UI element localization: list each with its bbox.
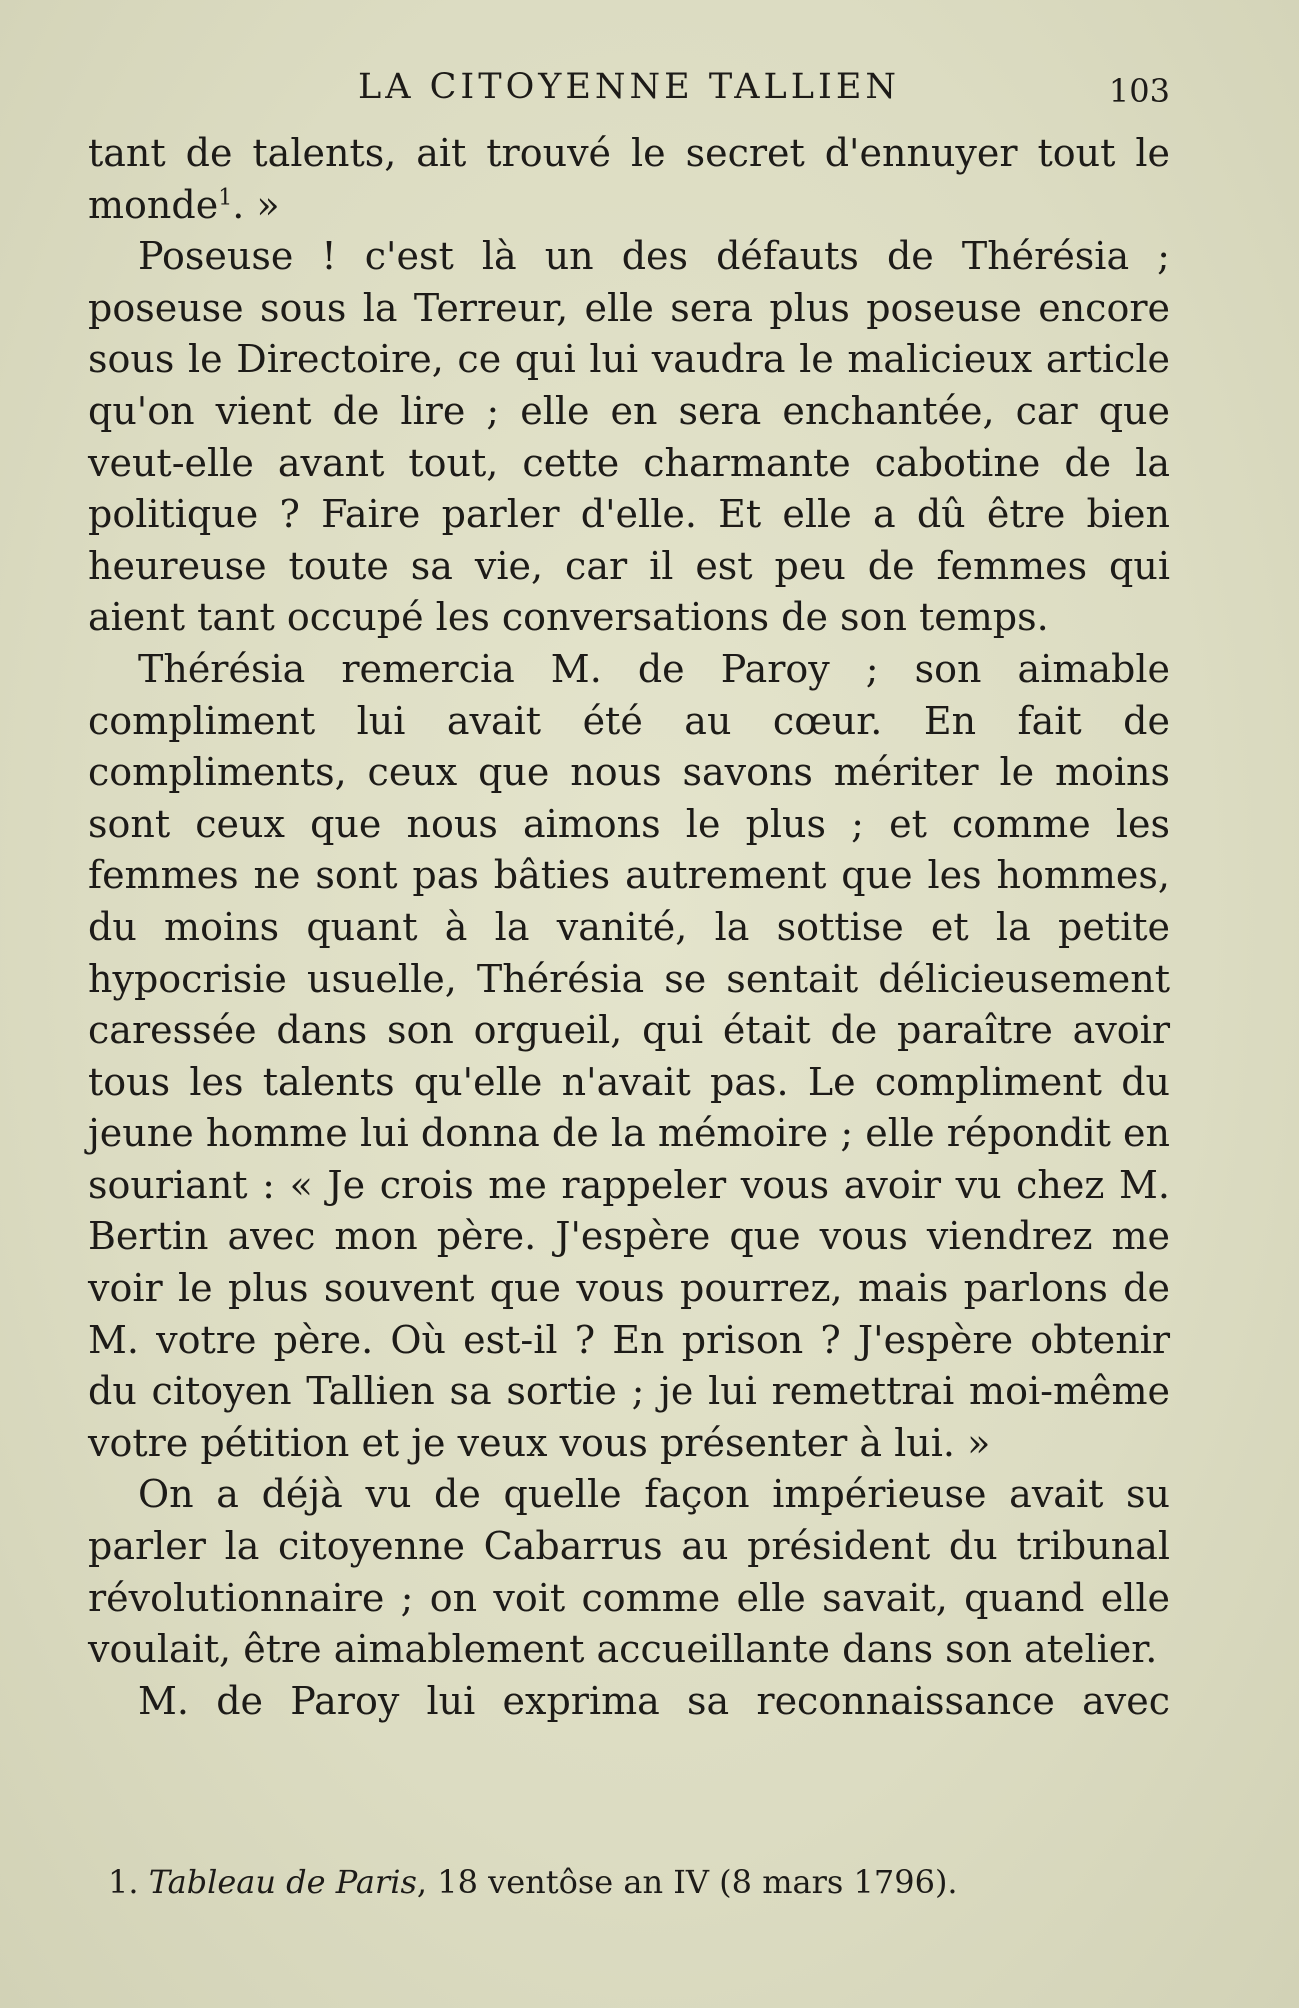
footnote-number: 1. <box>108 1863 139 1901</box>
body-text <box>88 128 1170 1727</box>
paragraph-text: tant de talents, ait trouvé le secret d'ennuyer tout le monde <box>88 131 1170 227</box>
running-title: LA CITOYENNE TALLIEN <box>357 67 901 107</box>
paragraph: Poseuse ! c'est là un des défauts de Thérésia ; poseuse sous la Terreur, elle sera plus poseuse encore sous le Directoire, ce qui lui vaudra le malicieux article qu'on vient de lire ; elle en sera enchantée, car que veut-elle avant tout, cette charmante cabotine de la politique ? Faire parler d'elle. Et elle a dû être bien heureuse toute sa vie, car il est peu de femmes qui aient tant occupé les conversations de son temps. <box>88 234 1170 640</box>
paragraph-continuation <box>88 128 1170 231</box>
footnote-title: Tableau de Paris <box>148 1863 417 1901</box>
footnote <box>108 1860 1148 1904</box>
closing-quote: . » <box>232 182 280 227</box>
paragraph: On a déjà vu de quelle façon impérieuse avait su parler la citoyenne Cabarrus au président du tribunal révolutionnaire ; on voit comme elle savait, quand elle voulait, être aimablement accueillante dans son atelier. <box>88 1472 1170 1672</box>
page-header <box>88 62 1170 112</box>
footnote-text: , 18 ventôse an IV (8 mars 1796). <box>416 1863 958 1901</box>
paragraph: M. de Paroy lui exprima sa reconnaissance avec <box>138 1678 1170 1723</box>
page-number: 103 <box>1108 72 1170 110</box>
footnote-reference: 1 <box>218 184 233 210</box>
paragraph: Thérésia remercia M. de Paroy ; son aimable compliment lui avait été au cœur. En fait de compliments, ceux que nous savons mériter le moins sont ceux que nous aimons le plus ; et comme les femmes ne sont pas bâties autrement que les hommes, du moins quant à la vanité, la sottise et la petite hypocrisie usuelle, Thérésia se sentait délicieusement caressée dans son orgueil, qui était de paraître avoir tous les talents qu'elle n'avait pas. Le compliment du jeune homme lui donna de la mémoire ; elle répondit en souriant : « Je crois me rappeler vous avoir vu chez M. Bertin avec mon père. J'espère que vous viendrez me voir le plus souvent que vous pourrez, mais parlons de M. votre père. Où est-il ? En prison ? J'espère obtenir du citoyen Tallien sa sortie ; je lui remettrai moi-même votre pétition et je veux vous présenter à lui. » <box>88 646 1170 1465</box>
